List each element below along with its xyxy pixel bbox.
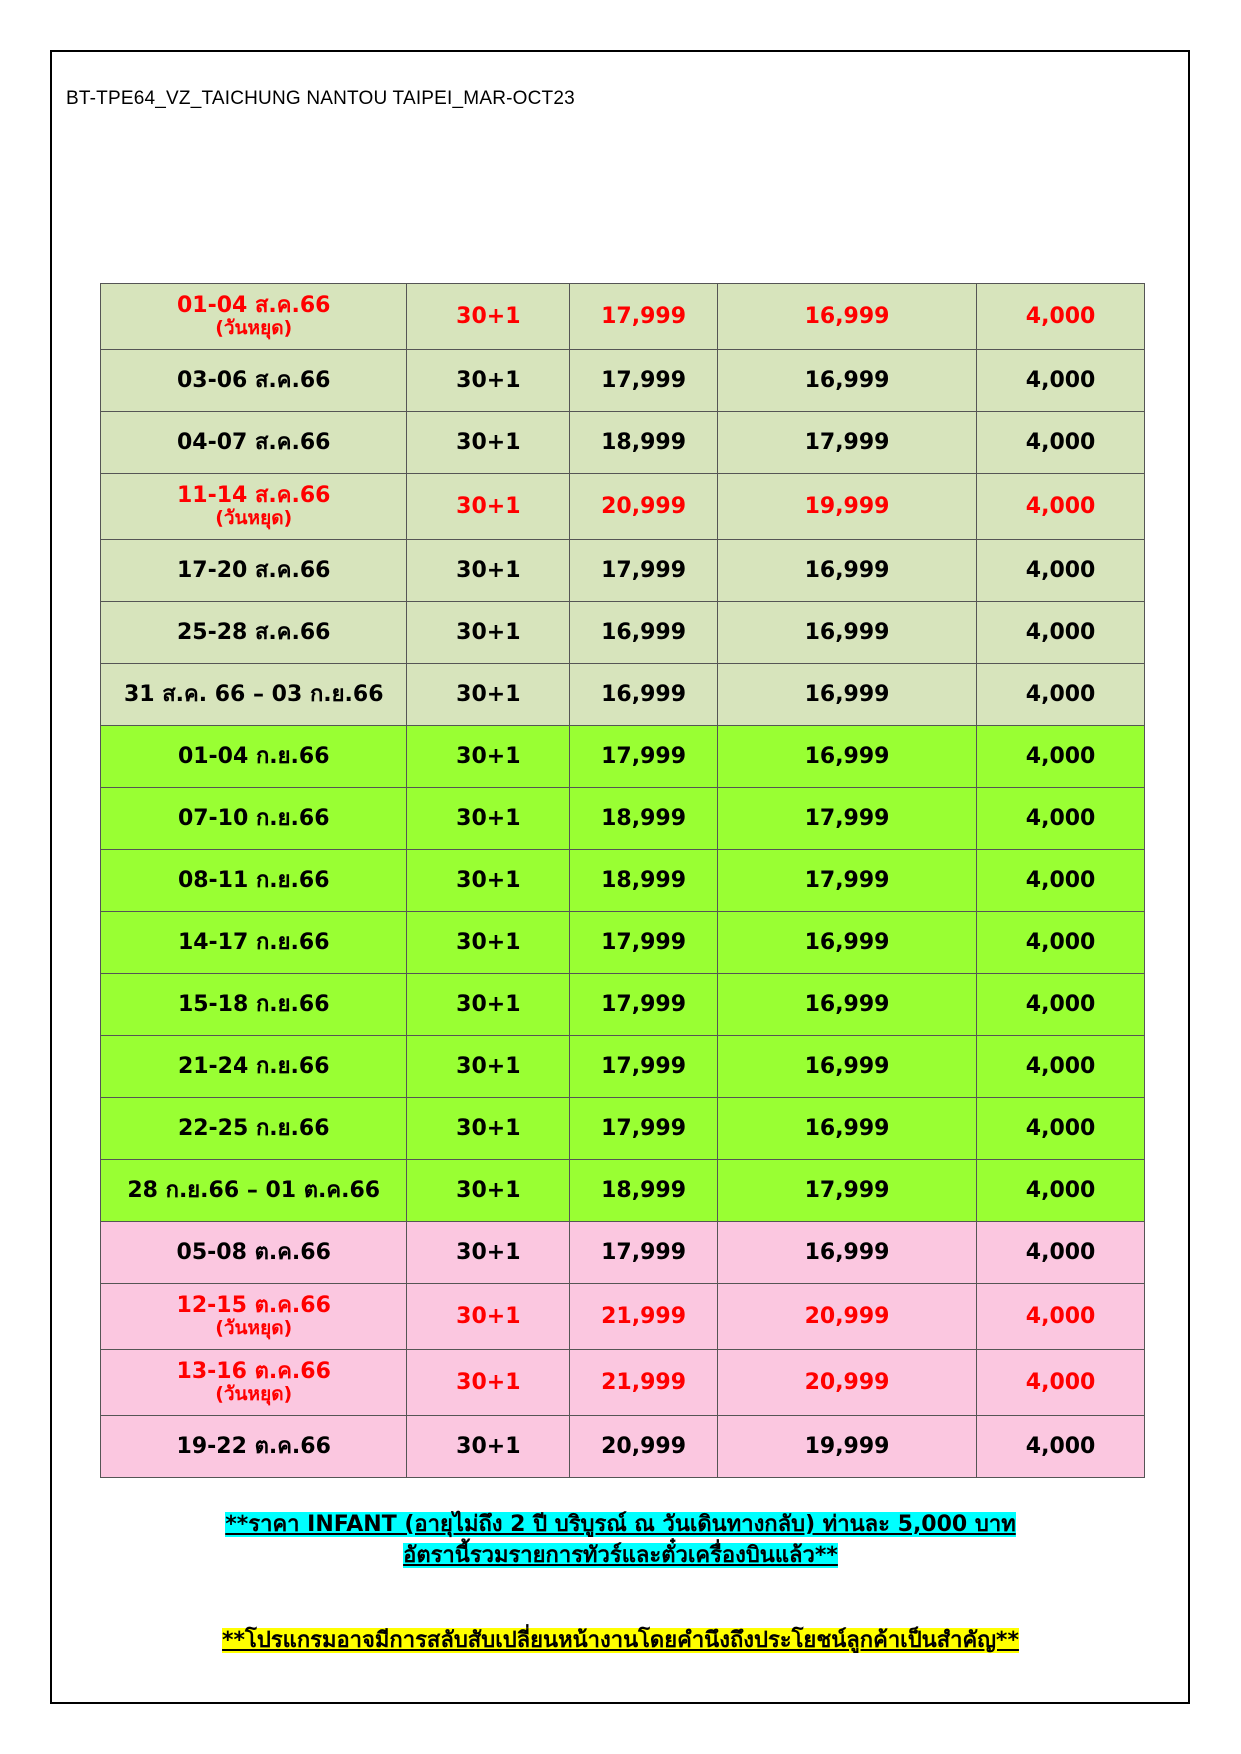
price1-cell-text: 16,999 [601,681,687,707]
date-cell [101,1284,407,1350]
price1-cell-text: 17,999 [601,929,687,955]
price2-cell [717,1222,976,1284]
date-cell [101,540,407,602]
price-table-body [101,284,1145,1478]
date-cell-text: 12-15 ต.ค.66 [176,1292,331,1318]
program-note [0,1622,1241,1657]
price1-cell [570,284,718,350]
price2-cell [717,664,976,726]
price1-cell [570,726,718,788]
pax-cell [407,1416,570,1478]
price3-cell [977,1160,1145,1222]
pax-cell [407,726,570,788]
price1-cell-text: 21,999 [601,1303,687,1329]
pax-cell [407,912,570,974]
holiday-note: (วันหยุด) [215,507,293,530]
price3-cell [977,912,1145,974]
table-row [101,726,1145,788]
table-row [101,1160,1145,1222]
pax-cell-text: 30+1 [456,1369,521,1395]
price3-cell-text: 4,000 [1025,303,1096,329]
price-table [100,283,1145,1478]
pax-cell [407,1098,570,1160]
price2-cell [717,1284,976,1350]
date-cell [101,912,407,974]
price2-cell [717,726,976,788]
price1-cell [570,850,718,912]
date-cell [101,974,407,1036]
infant-note-line2: อัตรานี้รวมรายการทัวร์และตั๋วเครื่องบินแล้ว** [403,1543,838,1568]
price3-cell-text: 4,000 [1025,1239,1096,1265]
infant-note [0,1506,1241,1541]
price2-cell-text: 17,999 [804,805,890,831]
pax-cell-text: 30+1 [456,1053,521,1079]
infant-note-2 [0,1537,1241,1572]
pax-cell-text: 30+1 [456,805,521,831]
pax-cell-text: 30+1 [456,681,521,707]
price3-cell-text: 4,000 [1025,493,1096,519]
price2-cell [717,540,976,602]
price1-cell [570,350,718,412]
price2-cell [717,350,976,412]
price3-cell-text: 4,000 [1025,367,1096,393]
program-note-text: **โปรแกรมอาจมีการสลับสับเปลี่ยนหน้างานโดยคำนึงถึงประโยชน์ลูกค้าเป็นสำคัญ** [222,1628,1019,1653]
price2-cell-text: 16,999 [804,303,890,329]
pax-cell-text: 30+1 [456,1115,521,1141]
price2-cell-text: 17,999 [804,867,890,893]
table-row [101,474,1145,540]
price2-cell-text: 16,999 [804,991,890,1017]
date-cell-text: 17-20 ส.ค.66 [176,557,331,583]
price3-cell [977,602,1145,664]
price2-cell-text: 16,999 [804,929,890,955]
price1-cell [570,1098,718,1160]
price1-cell [570,412,718,474]
price3-cell [977,540,1145,602]
table-row [101,602,1145,664]
pax-cell [407,664,570,726]
date-cell-text: 05-08 ต.ค.66 [176,1239,331,1265]
price1-cell-text: 17,999 [601,1053,687,1079]
date-cell [101,1416,407,1478]
price2-cell-text: 16,999 [804,367,890,393]
price2-cell-text: 19,999 [804,493,890,519]
price2-cell [717,602,976,664]
pax-cell [407,1284,570,1350]
price1-cell-text: 17,999 [601,1239,687,1265]
price1-cell-text: 17,999 [601,367,687,393]
pax-cell-text: 30+1 [456,619,521,645]
price1-cell [570,1036,718,1098]
date-cell-text: 08-11 ก.ย.66 [177,867,330,893]
price3-cell [977,726,1145,788]
price3-cell-text: 4,000 [1025,681,1096,707]
pax-cell [407,1350,570,1416]
date-cell-text: 19-22 ต.ค.66 [176,1433,331,1459]
pax-cell-text: 30+1 [456,367,521,393]
date-cell [101,350,407,412]
table-row [101,350,1145,412]
price3-cell-text: 4,000 [1025,557,1096,583]
pax-cell [407,974,570,1036]
date-cell-text: 25-28 ส.ค.66 [176,619,331,645]
price2-cell-text: 17,999 [804,1177,890,1203]
price1-cell [570,540,718,602]
price2-cell-text: 16,999 [804,681,890,707]
price2-cell [717,974,976,1036]
table-row [101,1416,1145,1478]
price1-cell-text: 20,999 [601,1433,687,1459]
price2-cell [717,1350,976,1416]
date-cell [101,1350,407,1416]
date-cell [101,474,407,540]
pax-cell [407,284,570,350]
price3-cell [977,1098,1145,1160]
pax-cell-text: 30+1 [456,867,521,893]
price1-cell-text: 18,999 [601,867,687,893]
price2-cell-text: 16,999 [804,557,890,583]
pax-cell-text: 30+1 [456,1239,521,1265]
price1-cell [570,664,718,726]
pax-cell-text: 30+1 [456,429,521,455]
price1-cell [570,1160,718,1222]
price1-cell [570,1350,718,1416]
date-cell-text: 14-17 ก.ย.66 [177,929,330,955]
price2-cell [717,284,976,350]
pax-cell [407,602,570,664]
date-cell-text: 28 ก.ย.66 – 01 ต.ค.66 [127,1177,381,1203]
table-row [101,664,1145,726]
price3-cell-text: 4,000 [1025,1115,1096,1141]
price3-cell [977,1416,1145,1478]
price3-cell [977,974,1145,1036]
price3-cell [977,850,1145,912]
price1-cell-text: 21,999 [601,1369,687,1395]
table-row [101,1098,1145,1160]
pax-cell [407,540,570,602]
price3-cell-text: 4,000 [1025,1369,1096,1395]
price1-cell-text: 17,999 [601,303,687,329]
date-cell [101,1160,407,1222]
date-cell-text: 07-10 ก.ย.66 [177,805,330,831]
date-cell-text: 31 ส.ค. 66 – 03 ก.ย.66 [123,681,384,707]
pax-cell-text: 30+1 [456,493,521,519]
date-cell [101,412,407,474]
table-row [101,912,1145,974]
price1-cell [570,974,718,1036]
price3-cell-text: 4,000 [1025,929,1096,955]
price3-cell [977,1284,1145,1350]
price3-cell [977,664,1145,726]
price1-cell-text: 17,999 [601,991,687,1017]
price1-cell [570,1416,718,1478]
date-cell [101,1222,407,1284]
price1-cell [570,602,718,664]
price2-cell [717,474,976,540]
price3-cell-text: 4,000 [1025,1053,1096,1079]
price1-cell [570,1222,718,1284]
price1-cell-text: 16,999 [601,619,687,645]
price2-cell [717,1160,976,1222]
date-cell-text: 01-04 ก.ย.66 [177,743,330,769]
price1-cell [570,912,718,974]
pax-cell-text: 30+1 [456,1303,521,1329]
price1-cell-text: 18,999 [601,429,687,455]
price3-cell [977,788,1145,850]
date-cell [101,850,407,912]
table-row [101,1036,1145,1098]
date-cell [101,284,407,350]
price2-cell-text: 19,999 [804,1433,890,1459]
holiday-note: (วันหยุด) [215,1383,293,1406]
price3-cell [977,284,1145,350]
price1-cell-text: 17,999 [601,1115,687,1141]
price2-cell-text: 17,999 [804,429,890,455]
infant-note-line1: **ราคา INFANT (อายุไม่ถึง 2 ปี บริบูรณ์ ณ วันเดินทางกลับ) ท่านละ 5,000 บาท [225,1512,1016,1537]
date-cell-text: 03-06 ส.ค.66 [176,367,331,393]
pax-cell-text: 30+1 [456,929,521,955]
price1-cell-text: 20,999 [601,493,687,519]
price1-cell [570,788,718,850]
table-row [101,788,1145,850]
price3-cell [977,1036,1145,1098]
price1-cell-text: 17,999 [601,743,687,769]
price3-cell-text: 4,000 [1025,429,1096,455]
price2-cell [717,912,976,974]
price3-cell-text: 4,000 [1025,1433,1096,1459]
table-row [101,1284,1145,1350]
date-cell-text: 04-07 ส.ค.66 [176,429,331,455]
holiday-note: (วันหยุด) [215,1317,293,1340]
pax-cell [407,350,570,412]
date-cell [101,1036,407,1098]
price1-cell [570,474,718,540]
document-title: BT-TPE64_VZ_TAICHUNG NANTOU TAIPEI_MAR-OCT23 [66,88,575,109]
price3-cell [977,1350,1145,1416]
date-cell [101,788,407,850]
price2-cell-text: 16,999 [804,1053,890,1079]
pax-cell-text: 30+1 [456,1177,521,1203]
pax-cell [407,1036,570,1098]
price1-cell-text: 17,999 [601,557,687,583]
date-cell [101,602,407,664]
date-cell-text: 01-04 ส.ค.66 [176,292,331,318]
date-cell-text: 22-25 ก.ย.66 [177,1115,330,1141]
date-cell-text: 13-16 ต.ค.66 [176,1358,331,1384]
price3-cell [977,412,1145,474]
pax-cell-text: 30+1 [456,557,521,583]
table-row [101,412,1145,474]
pax-cell [407,412,570,474]
date-cell [101,1098,407,1160]
date-cell-text: 11-14 ส.ค.66 [176,482,331,508]
price3-cell-text: 4,000 [1025,867,1096,893]
date-cell [101,726,407,788]
price2-cell [717,1098,976,1160]
pax-cell-text: 30+1 [456,991,521,1017]
holiday-note: (วันหยุด) [215,317,293,340]
pax-cell-text: 30+1 [456,1433,521,1459]
date-cell-text: 21-24 ก.ย.66 [177,1053,330,1079]
table-row [101,540,1145,602]
pax-cell-text: 30+1 [456,303,521,329]
table-row [101,1222,1145,1284]
price3-cell [977,474,1145,540]
date-cell [101,664,407,726]
price3-cell-text: 4,000 [1025,991,1096,1017]
price1-cell-text: 18,999 [601,1177,687,1203]
pax-cell [407,850,570,912]
price2-cell-text: 16,999 [804,1115,890,1141]
price1-cell-text: 18,999 [601,805,687,831]
price2-cell-text: 20,999 [804,1369,890,1395]
price2-cell [717,1036,976,1098]
table-row [101,284,1145,350]
pax-cell [407,1160,570,1222]
price2-cell-text: 16,999 [804,1239,890,1265]
pax-cell [407,1222,570,1284]
price2-cell [717,850,976,912]
price3-cell-text: 4,000 [1025,1177,1096,1203]
price3-cell [977,1222,1145,1284]
table-row [101,850,1145,912]
date-cell-text: 15-18 ก.ย.66 [177,991,330,1017]
price3-cell-text: 4,000 [1025,805,1096,831]
pax-cell [407,474,570,540]
price2-cell-text: 16,999 [804,619,890,645]
price1-cell [570,1284,718,1350]
price3-cell-text: 4,000 [1025,619,1096,645]
table-row [101,974,1145,1036]
price2-cell [717,1416,976,1478]
table-row [101,1350,1145,1416]
price3-cell-text: 4,000 [1025,743,1096,769]
price2-cell-text: 16,999 [804,743,890,769]
price2-cell [717,788,976,850]
price2-cell [717,412,976,474]
price3-cell-text: 4,000 [1025,1303,1096,1329]
price3-cell [977,350,1145,412]
pax-cell [407,788,570,850]
price2-cell-text: 20,999 [804,1303,890,1329]
pax-cell-text: 30+1 [456,743,521,769]
